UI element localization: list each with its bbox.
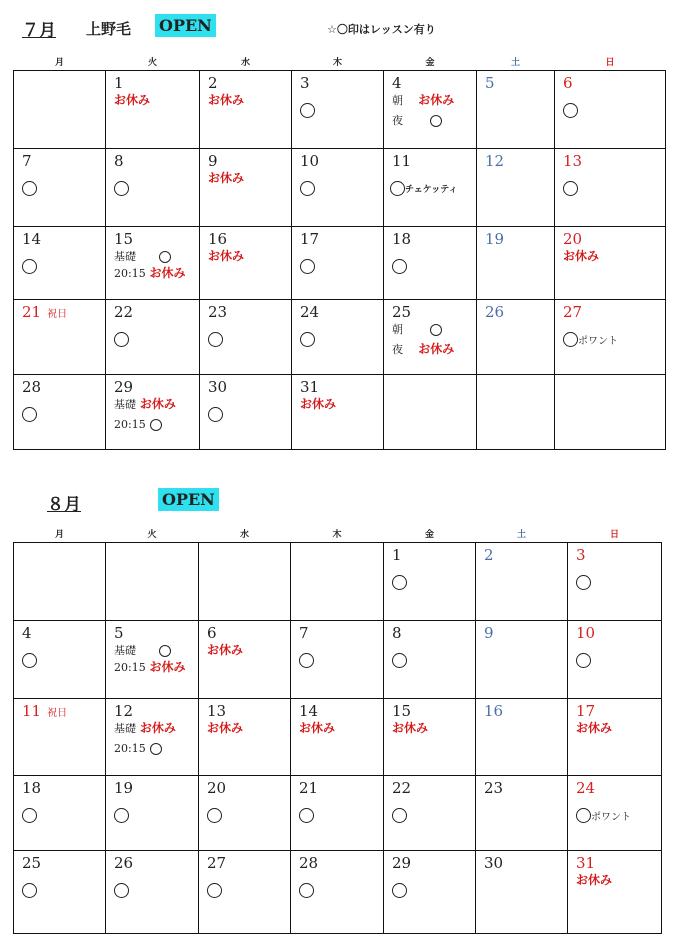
day-cell <box>384 149 477 227</box>
day-number: 24 <box>576 779 596 797</box>
day-number: 17 <box>576 702 596 720</box>
day-number: 30 <box>208 378 228 396</box>
day-number: 20 <box>207 779 227 797</box>
lesson-circle-icon <box>208 332 223 347</box>
morning-label: 朝 <box>392 323 403 336</box>
july-week-4 <box>14 300 666 375</box>
day-cell <box>14 300 106 375</box>
day-cell <box>555 300 666 375</box>
july-week-1 <box>14 71 666 149</box>
day-number: 6 <box>563 74 573 92</box>
weekday-mon: 月 <box>54 57 64 68</box>
night-label: 夜 <box>392 114 403 127</box>
lesson-circle-icon <box>114 332 129 347</box>
day-cell <box>200 227 292 300</box>
closed-label: お休み <box>149 266 186 280</box>
lesson-circle-icon <box>430 324 442 336</box>
day-number: 1 <box>392 546 402 564</box>
day-cell <box>568 699 662 776</box>
lesson-circle-icon <box>392 653 407 668</box>
day-cell-empty <box>291 543 384 621</box>
day-cell <box>14 851 106 934</box>
lesson-circle-icon <box>300 259 315 274</box>
day-cell <box>14 375 106 450</box>
day-number: 15 <box>114 230 134 248</box>
day-number: 12 <box>485 152 505 170</box>
day-number: 7 <box>299 624 309 642</box>
day-cell <box>200 375 292 450</box>
day-number: 11 <box>392 152 412 170</box>
time-label: 20:15 <box>114 418 146 431</box>
day-cell <box>476 851 568 934</box>
closed-label: お休み <box>139 721 176 735</box>
lesson-circle-icon <box>299 808 314 823</box>
day-cell <box>106 851 199 934</box>
day-number: 19 <box>114 779 134 797</box>
day-cell <box>292 71 384 149</box>
day-cell <box>568 851 662 934</box>
day-number: 1 <box>114 74 124 92</box>
day-number: 31 <box>300 378 320 396</box>
lesson-circle-icon <box>22 181 37 196</box>
day-cell-empty <box>199 543 291 621</box>
holiday-tag: 祝日 <box>47 309 68 320</box>
time-label: 20:15 <box>114 267 146 280</box>
day-cell <box>476 543 568 621</box>
day-cell <box>476 776 568 851</box>
pointe-label: ポワント <box>591 812 631 823</box>
lesson-circle-icon <box>576 653 591 668</box>
day-cell <box>384 71 477 149</box>
day-number: 3 <box>576 546 586 564</box>
weekday-fri: 金 <box>425 57 435 68</box>
day-cell <box>14 621 106 699</box>
day-cell <box>199 776 291 851</box>
day-cell <box>200 71 292 149</box>
day-number: 4 <box>392 74 402 92</box>
day-number: 23 <box>208 303 228 321</box>
day-number: 27 <box>563 303 583 321</box>
lesson-circle-icon <box>22 808 37 823</box>
day-number: 7 <box>22 152 32 170</box>
day-cell <box>199 851 291 934</box>
july-week-2 <box>14 149 666 227</box>
closed-label: お休み <box>576 873 613 887</box>
holiday-date: 21 <box>22 303 42 321</box>
closed-label: お休み <box>418 93 455 107</box>
day-number: 22 <box>392 779 412 797</box>
lesson-circle-icon <box>563 332 578 347</box>
day-number: 16 <box>484 702 504 720</box>
day-cell <box>199 621 291 699</box>
day-number: 21 <box>299 779 319 797</box>
lesson-circle-icon <box>159 645 171 657</box>
day-cell <box>14 227 106 300</box>
weekday-sun: 日 <box>609 529 619 540</box>
weekday-wed: 水 <box>240 57 250 68</box>
closed-label: お休み <box>208 93 245 107</box>
closed-label: お休み <box>208 249 245 263</box>
july-week-5 <box>14 375 666 450</box>
august-header <box>0 486 677 526</box>
day-number <box>14 699 105 723</box>
day-cell <box>291 699 384 776</box>
day-number: 23 <box>484 779 504 797</box>
cecchetti-label: チェケッティ <box>405 185 458 195</box>
day-number: 22 <box>114 303 134 321</box>
day-cell <box>106 300 200 375</box>
lesson-circle-icon <box>392 575 407 590</box>
holiday-tag: 祝日 <box>47 708 68 719</box>
july-open-badge: OPEN <box>155 14 216 37</box>
lesson-circle-icon <box>22 259 37 274</box>
day-cell <box>384 621 476 699</box>
closed-label: お休み <box>207 721 244 735</box>
day-number: 6 <box>207 624 217 642</box>
day-number <box>14 300 105 324</box>
day-cell <box>291 621 384 699</box>
lesson-circle-icon <box>576 575 591 590</box>
day-cell <box>292 375 384 450</box>
location-label: 上野毛 <box>86 20 132 38</box>
closed-label: お休み <box>149 660 186 674</box>
day-cell <box>555 227 666 300</box>
closed-label: お休み <box>563 249 600 263</box>
day-cell <box>384 300 477 375</box>
day-number: 9 <box>484 624 494 642</box>
lesson-circle-icon <box>150 419 162 431</box>
lesson-circle-icon <box>207 808 222 823</box>
july-weekday-row <box>14 52 666 71</box>
basics-label: 基礎 <box>114 398 136 411</box>
day-number: 25 <box>22 854 42 872</box>
day-number: 5 <box>485 74 495 92</box>
july-header <box>0 0 677 40</box>
day-cell <box>476 699 568 776</box>
day-number: 28 <box>22 378 42 396</box>
day-number: 29 <box>114 378 134 396</box>
lesson-circle-icon <box>563 181 578 196</box>
day-cell <box>14 149 106 227</box>
day-number: 8 <box>114 152 124 170</box>
basics-label: 基礎 <box>114 644 136 657</box>
day-cell-empty <box>384 375 477 450</box>
lesson-circle-icon <box>392 259 407 274</box>
day-cell <box>477 71 555 149</box>
closed-label: お休み <box>300 397 337 411</box>
lesson-circle-icon <box>299 883 314 898</box>
lesson-circle-icon <box>208 407 223 422</box>
day-number: 30 <box>484 854 504 872</box>
day-number: 8 <box>392 624 402 642</box>
day-number: 10 <box>300 152 320 170</box>
lesson-circle-icon <box>300 181 315 196</box>
day-number: 3 <box>300 74 310 92</box>
day-cell <box>199 699 291 776</box>
day-cell <box>200 149 292 227</box>
lesson-circle-icon <box>390 181 405 196</box>
day-cell <box>477 149 555 227</box>
august-open-badge: OPEN <box>158 488 219 511</box>
closed-label: お休み <box>418 342 455 356</box>
basics-label: 基礎 <box>114 722 136 735</box>
closed-label: お休み <box>139 397 176 411</box>
day-cell <box>106 699 199 776</box>
morning-label: 朝 <box>392 94 403 107</box>
weekday-fri: 金 <box>424 529 434 540</box>
weekday-wed: 水 <box>239 529 249 540</box>
day-cell-empty <box>477 375 555 450</box>
lesson-circle-icon <box>576 808 591 823</box>
august-week-2 <box>14 621 662 699</box>
august-weekday-row <box>14 524 662 543</box>
closed-label: お休み <box>299 721 336 735</box>
day-cell <box>292 300 384 375</box>
lesson-circle-icon <box>114 181 129 196</box>
july-month-title: ７月 <box>22 21 56 41</box>
day-number: 28 <box>299 854 319 872</box>
lesson-circle-icon <box>392 883 407 898</box>
night-label: 夜 <box>392 343 403 356</box>
day-number: 2 <box>484 546 494 564</box>
day-number: 31 <box>576 854 596 872</box>
closed-label: お休み <box>576 721 613 735</box>
day-cell <box>200 300 292 375</box>
holiday-date: 11 <box>22 702 42 720</box>
closed-label: お休み <box>207 643 244 657</box>
day-cell <box>477 227 555 300</box>
weekday-tue: 火 <box>147 529 157 540</box>
day-number: 29 <box>392 854 412 872</box>
day-cell <box>384 543 476 621</box>
day-number: 9 <box>208 152 218 170</box>
closed-label: お休み <box>208 171 245 185</box>
day-number: 2 <box>208 74 218 92</box>
weekday-sat: 土 <box>516 529 526 540</box>
weekday-thu: 木 <box>332 529 342 540</box>
august-week-4 <box>14 776 662 851</box>
day-number: 16 <box>208 230 228 248</box>
day-number: 14 <box>299 702 319 720</box>
july-week-3 <box>14 227 666 300</box>
day-number: 25 <box>392 303 412 321</box>
day-number: 4 <box>22 624 32 642</box>
time-label: 20:15 <box>114 661 146 674</box>
day-cell <box>568 543 662 621</box>
day-number: 5 <box>114 624 124 642</box>
lesson-circle-icon <box>207 883 222 898</box>
basics-label: 基礎 <box>114 250 136 263</box>
day-cell <box>292 149 384 227</box>
day-cell <box>291 851 384 934</box>
day-cell <box>384 227 477 300</box>
lesson-circle-icon <box>114 883 129 898</box>
lesson-circle-icon <box>114 808 129 823</box>
day-number: 26 <box>485 303 505 321</box>
weekday-sun: 日 <box>605 57 615 68</box>
weekday-tue: 火 <box>147 57 157 68</box>
pointe-label: ポワント <box>578 336 618 347</box>
july-calendar <box>13 52 666 450</box>
time-label: 20:15 <box>114 742 146 755</box>
day-cell-empty <box>14 543 106 621</box>
day-number: 13 <box>563 152 583 170</box>
day-cell <box>476 621 568 699</box>
day-number: 12 <box>114 702 134 720</box>
august-week-5 <box>14 851 662 934</box>
day-number: 27 <box>207 854 227 872</box>
day-cell <box>477 300 555 375</box>
lesson-circle-icon <box>22 883 37 898</box>
day-cell <box>106 227 200 300</box>
day-cell <box>106 375 200 450</box>
day-number: 17 <box>300 230 320 248</box>
day-cell <box>14 699 106 776</box>
day-cell <box>384 776 476 851</box>
august-calendar <box>13 524 662 934</box>
day-number: 18 <box>392 230 412 248</box>
closed-label: お休み <box>392 721 429 735</box>
day-number: 20 <box>563 230 583 248</box>
lesson-circle-icon <box>150 743 162 755</box>
lesson-circle-icon <box>430 115 442 127</box>
lesson-circle-icon <box>159 251 171 263</box>
day-number: 14 <box>22 230 42 248</box>
day-cell <box>555 149 666 227</box>
day-number: 19 <box>485 230 505 248</box>
day-number: 15 <box>392 702 412 720</box>
day-number: 10 <box>576 624 596 642</box>
lesson-circle-icon <box>563 103 578 118</box>
day-cell <box>292 227 384 300</box>
weekday-sat: 土 <box>510 57 520 68</box>
day-cell <box>106 71 200 149</box>
august-month-title: ８月 <box>47 495 81 515</box>
legend-note: ☆〇印はレッスン有り <box>327 23 436 36</box>
day-cell-empty <box>555 375 666 450</box>
day-number: 26 <box>114 854 134 872</box>
day-cell <box>106 776 199 851</box>
day-cell <box>555 71 666 149</box>
day-number: 13 <box>207 702 227 720</box>
day-cell-empty <box>106 543 199 621</box>
day-cell <box>384 851 476 934</box>
weekday-mon: 月 <box>54 529 64 540</box>
lesson-circle-icon <box>22 653 37 668</box>
lesson-circle-icon <box>300 103 315 118</box>
august-week-3 <box>14 699 662 776</box>
day-cell-empty <box>14 71 106 149</box>
august-week-1 <box>14 543 662 621</box>
day-cell <box>384 699 476 776</box>
weekday-thu: 木 <box>332 57 342 68</box>
lesson-circle-icon <box>22 407 37 422</box>
day-number: 18 <box>22 779 42 797</box>
day-cell <box>568 621 662 699</box>
lesson-circle-icon <box>392 808 407 823</box>
day-cell <box>106 621 199 699</box>
day-cell <box>106 149 200 227</box>
lesson-circle-icon <box>300 332 315 347</box>
day-cell <box>568 776 662 851</box>
day-cell <box>14 776 106 851</box>
lesson-circle-icon <box>299 653 314 668</box>
day-number: 24 <box>300 303 320 321</box>
day-cell <box>291 776 384 851</box>
closed-label: お休み <box>114 93 151 107</box>
